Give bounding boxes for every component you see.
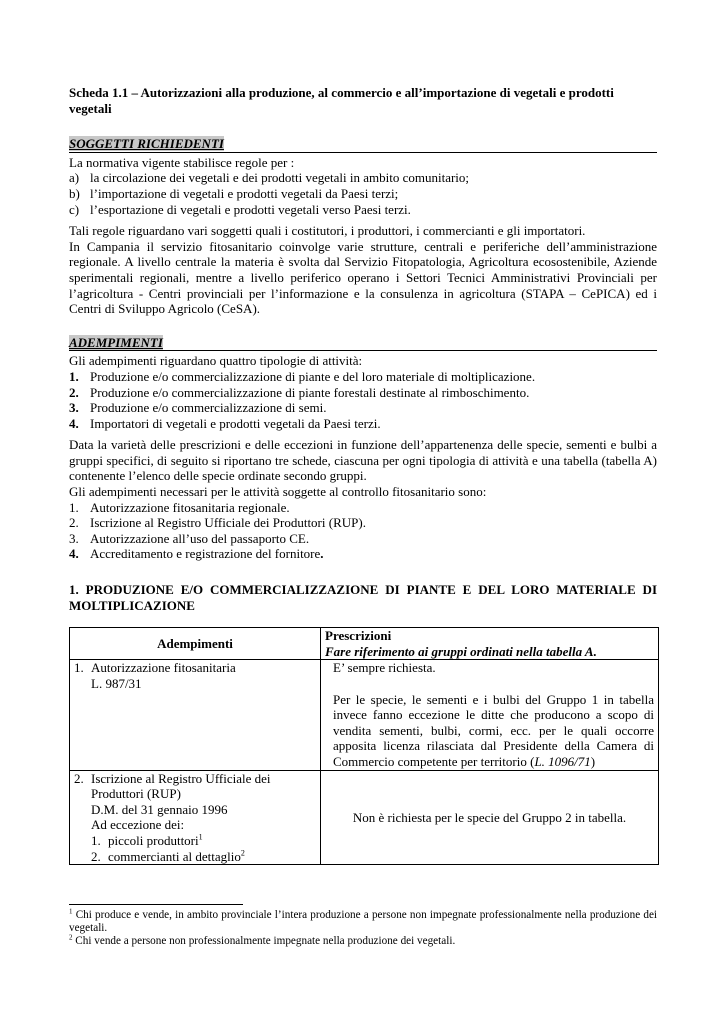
list-item-text: Produzione e/o commercializzazione di piante e del loro materiale di moltiplicazione. (90, 368, 536, 384)
list-item-label: 2. (69, 384, 79, 400)
table-header-adempimenti: Adempimenti (70, 628, 321, 660)
row-title: Iscrizione al Registro Ufficiale dei (91, 770, 271, 786)
attivita-list (69, 369, 657, 431)
list-item (69, 400, 657, 416)
document-body (69, 85, 657, 865)
list-item-label: 3. (69, 400, 79, 416)
list-item-label: 1. (69, 368, 79, 384)
list-item-label: b) (69, 185, 80, 201)
table-header-row (70, 628, 659, 660)
list-item-text: Autorizzazione all’uso del passaporto CE. (90, 530, 310, 546)
row-number: 1. (74, 660, 84, 676)
section1-heading-line1: 1. PRODUZIONE E/O COMMERCIALIZZAZIONE DI PIANTE E DEL LORO MATERIALE DI (69, 582, 657, 598)
list-item (69, 202, 657, 218)
list-item-text: Autorizzazione fitosanitaria regionale. (90, 499, 290, 515)
list-item-label: 3. (69, 530, 79, 546)
section-heading-adempimenti (69, 335, 657, 352)
row-law: L. 987/31 (91, 676, 142, 691)
prescrizione-text-1: E’ sempre richiesta. (333, 660, 436, 676)
adempimenti-table (69, 627, 659, 865)
section1-heading-line2: MOLTIPLICAZIONE (69, 597, 195, 613)
exception-item: 1. piccoli produttori$^1$ (91, 832, 203, 848)
footnotes (69, 909, 657, 948)
list-item-text: Produzione e/o commercializzazione di piante forestali destinate al rimboschimento. (90, 384, 530, 400)
list-item (69, 416, 657, 432)
list-item-text: l’esportazione di vegetali e prodotti vegetali verso Paesi terzi. (90, 201, 411, 217)
list-item-text: Importatori di vegetali e prodotti vegetali da Paesi terzi. (90, 415, 381, 431)
row-line: D.M. del 31 gennaio 1996 (91, 801, 228, 817)
row-line: Produttori (RUP) (91, 786, 181, 802)
header-prescrizioni-title: Prescrizioni (325, 628, 392, 644)
adempimenti-paragraph-1: Data la varietà delle prescrizioni e delle eccezioni in funzione dell’appartenenza delle specie, sementi e bulbi a gruppi specifici, di seguito si riportano tre schede, ciascuna per ogni tipologia di attività e una tabella (tabella A) contenente l’elenco delle specie ordinate secondo gruppi. (69, 437, 657, 484)
adempimenti-paragraph-2: Gli adempimenti necessari per le attività soggette al controllo fitosanitario sono: (69, 484, 487, 500)
table-header-prescrizioni (321, 628, 659, 660)
adempimenti-steps-list (69, 500, 657, 562)
list-item (69, 186, 657, 202)
row-line: Ad eccezione dei: (91, 817, 185, 833)
section-heading-adempimenti-text: ADEMPIMENTI (69, 334, 163, 350)
list-item-text: Iscrizione al Registro Ufficiale dei Produttori (RUP). (90, 515, 366, 531)
table-cell-prescrizione (321, 660, 659, 770)
list-item (69, 546, 657, 562)
list-item-label: a) (69, 170, 80, 186)
list-item (69, 500, 657, 516)
list-item-label: 4. (69, 415, 79, 431)
list-item (69, 385, 657, 401)
soggetti-list (69, 170, 657, 217)
list-item-label: c) (69, 201, 80, 217)
soggetti-intro: La normativa vigente stabilisce regole per : (69, 154, 295, 170)
prescrizione-text-2: Per le specie, le sementi e i bulbi del Gruppo 1 in tabella invece fanno eccezione le ditte che producono a scopo di vendita sementi, bulbi, cormi, ecc. per le quali occorre apposita licenza rilasciata dal Presidente della Camera di Commercio competente per territorio (L. 1096/71) (333, 691, 654, 769)
soggetti-paragraph-2: In Campania il servizio fitosanitario coinvolge varie strutture, centrali e periferiche dell’amministrazione regionale. A livello centrale la materia è svolta dal Servizio Fitopatologia, Agricoltura ecosostenibile, Aziende sperimentali regionali, mentre a livello periferico operano i Settori Tecnici Amministrativi Provinciali per l’agricoltura - Centri provinciali per l’informazione e la consulenza in agricoltura (STAPA – CePICA) ed i Centri di Sviluppo Agricolo (CeSA). (69, 238, 657, 317)
row-number: 2. (74, 770, 84, 786)
list-item-text: la circolazione dei vegetali e dei prodotti vegetali in ambito comunitario; (90, 170, 470, 186)
section-heading-soggetti (69, 136, 657, 153)
soggetti-paragraph-1: Tali regole riguardano vari soggetti quali i costitutori, i produttori, i commercianti e gli importatori. (69, 223, 586, 239)
row-title: Autorizzazione fitosanitaria (91, 660, 236, 676)
footnote: $^1$ Chi produce e vende, in ambito provinciale l’intera produzione a persone non impegnate professionalmente nella produzione dei vegetali. (69, 907, 658, 934)
list-item (69, 369, 657, 385)
list-item-label: 1. (69, 499, 79, 515)
list-item-text: l’importazione di vegetali e prodotti vegetali da Paesi terzi; (90, 185, 399, 201)
header-prescrizioni-note: Fare riferimento ai gruppi ordinati nella tabella A. (325, 643, 597, 659)
list-item-label: 2. (69, 515, 79, 531)
document-title: Scheda 1.1 – Autorizzazioni alla produzione, al commercio e all’importazione di vegetali e prodotti vegetali (69, 85, 614, 116)
table-row (70, 770, 659, 865)
list-item-end: . (320, 546, 324, 562)
section-heading-soggetti-text: SOGGETTI RICHIEDENTI (69, 136, 224, 152)
table-row (70, 660, 659, 770)
adempimenti-intro: Gli adempimenti riguardano quattro tipologie di attività: (69, 353, 363, 369)
list-item (69, 531, 657, 547)
list-item-text: Accreditamento e registrazione del fornitore (90, 546, 321, 562)
list-item-label: 4. (69, 546, 79, 562)
table-cell-prescrizione: Non è richiesta per le specie del Gruppo 2 in tabella. (321, 770, 659, 865)
footnote-separator (69, 904, 243, 905)
table-cell-adempimento (70, 660, 321, 770)
table-cell-adempimento (70, 770, 321, 865)
list-item (69, 515, 657, 531)
exception-item: 2. commercianti al dettaglio$^2$ (91, 848, 245, 864)
list-item-text: Produzione e/o commercializzazione di semi. (90, 400, 327, 416)
footnote: $^2$ Chi vende a persone non professionalmente impegnate nella produzione dei vegetali. (69, 933, 456, 947)
list-item (69, 170, 657, 186)
